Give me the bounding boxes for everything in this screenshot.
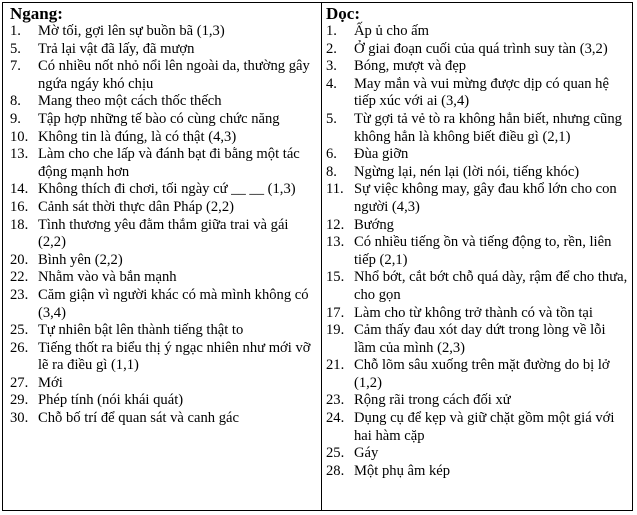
ngang-column [10,4,316,428]
doc-clue [326,217,630,235]
clue-text: Mờ tối, gợi lên sự buồn bã (1,3) [38,23,225,39]
doc-clue [326,392,630,410]
clue-number: 8. [10,93,21,110]
clue-text: Mang theo một cách thốc thếch [38,93,222,110]
ngang-clue-list [10,23,316,428]
clue-text: Mới [38,374,63,391]
doc-clue [326,164,630,182]
clue-number: 27. [10,374,29,391]
clue-number: 13. [326,234,345,251]
clue-number: 23. [326,392,345,409]
clue-text: Bướng [354,216,394,233]
ngang-clue [10,375,316,393]
clue-number: 20. [10,251,29,268]
clue-number: 29. [10,392,29,409]
doc-clue [326,41,630,59]
ngang-clue [10,269,316,287]
clue-text: Ở giai đoạn cuối của quá trình suy tàn (3,2) [354,40,608,57]
clue-text: Rộng rãi trong cách đối xử [354,392,511,409]
ngang-clue [10,181,316,199]
clue-text: Không thích đi chơi, tối ngày cứ __ __ (1,3) [38,181,296,198]
doc-clue [326,58,630,76]
clue-text: Có nhiều tiếng ồn và tiếng động to, rền, liên tiếp (2,1) [354,234,612,268]
clue-number: 30. [10,410,29,427]
clue-text: Trả lại vật đã lấy, đã mượn [38,40,195,57]
doc-clue [326,269,630,304]
clue-number: 25. [10,322,29,339]
clue-number: 10. [10,128,29,145]
clue-text: Bóng, mượt và đẹp [354,58,467,75]
ngang-clue [10,129,316,147]
clue-text: Cảnh sát thời thực dân Pháp (2,2) [38,198,234,215]
clue-number: 19. [326,322,345,339]
clue-number: 6. [326,146,337,163]
clue-text: Dụng cụ để kẹp và giữ chặt gồm một giá với hai hàm cặp [354,410,615,444]
ngang-clue [10,199,316,217]
clue-number: 2. [326,40,337,57]
clue-text: Không tin là đúng, là có thật (4,3) [38,128,237,145]
clue-number: 28. [326,462,345,479]
doc-clue [326,322,630,357]
ngang-clue [10,146,316,181]
clue-number: 1. [326,23,337,39]
ngang-clue [10,322,316,340]
doc-column [326,4,630,480]
clue-number: 1. [10,23,21,39]
clue-text: Phép tính (nói khái quát) [38,392,184,409]
clue-number: 15. [326,269,345,286]
ngang-clue [10,392,316,410]
clue-number: 24. [326,410,345,427]
ngang-clue [10,287,316,322]
doc-clue [326,357,630,392]
clue-text: Làm cho che lấp và đánh bạt đi bằng một tác động mạnh hơn [38,146,300,180]
clue-number: 8. [326,163,337,180]
clue-text: Tự nhiên bật lên thành tiếng thật to [38,322,244,339]
clue-number: 14. [10,181,29,198]
clue-number: 11. [326,181,344,198]
doc-clue [326,23,630,41]
doc-clue [326,445,630,463]
crossword-clues-table [2,2,633,511]
doc-clue [326,146,630,164]
clue-number: 12. [326,216,345,233]
clue-text: Nhằm vào và bắn mạnh [38,269,177,286]
clue-number: 25. [326,445,345,462]
clue-text: Làm cho từ không trở thành có và tồn tại [354,304,593,321]
clue-text: Từ gợi tả vẻ tò ra không hẳn biết, nhưng cũng không hẳn là không biết điều gì (2,1) [354,110,622,145]
clue-number: 16. [10,198,29,215]
clue-text: Chỗ bố trí để quan sát và canh gác [38,410,240,427]
clue-number: 5. [326,110,337,127]
clue-number: 13. [10,146,29,163]
ngang-clue [10,58,316,93]
clue-number: 5. [10,40,21,57]
doc-clue [326,181,630,216]
clue-number: 17. [326,304,345,321]
clue-number: 3. [326,58,337,75]
clue-number: 21. [326,357,345,374]
doc-clue [326,305,630,323]
clue-text: Cảm thấy đau xót day dứt trong lòng về lỗi lầm của mình (2,3) [354,322,606,356]
clue-text: Tập hợp những tế bào có cùng chức năng [38,110,280,127]
ngang-clue [10,41,316,59]
doc-clue [326,76,630,111]
clue-text: Chỗ lõm sâu xuống trên mặt đường do bị lở (1,2) [354,357,610,391]
ngang-clue [10,217,316,252]
doc-clue [326,410,630,445]
clue-number: 22. [10,269,29,286]
clue-text: Gáy [354,445,379,462]
clue-text: Căm giận vì người khác có mà mình không có (3,4) [38,286,309,321]
clue-number: 7. [10,58,21,75]
clue-text: May mắn và vui mừng được dịp có quan hệ tiếp xúc với ai (3,4) [354,75,609,110]
ngang-heading: Ngang: [10,4,63,23]
clue-text: Bình yên (2,2) [38,251,123,268]
doc-clue [326,463,630,481]
clue-number: 26. [10,339,29,356]
clue-text: Một phụ âm kép [354,462,451,479]
clue-text: Đùa giỡn [354,146,409,163]
doc-clue [326,234,630,269]
clue-text: Có nhiều nốt nhỏ nổi lên ngoài da, thường gây ngứa ngáy khó chịu [38,58,310,92]
clue-text: Sự việc không may, gây đau khổ lớn cho con người (4,3) [354,181,617,215]
ngang-clue [10,340,316,375]
clue-number: 18. [10,216,29,233]
ngang-clue [10,410,316,428]
doc-clue [326,111,630,146]
clue-number: 23. [10,286,29,303]
ngang-clue [10,111,316,129]
clue-text: Tình thương yêu đằm thắm giữa trai và gái (2,2) [38,216,289,251]
clue-number: 4. [326,75,337,92]
clue-text: Ngừng lại, nén lại (lời nói, tiếng khóc) [354,163,580,180]
column-divider [321,3,322,510]
ngang-clue [10,23,316,41]
clue-text: Nhổ bớt, cắt bớt chỗ quá dày, rậm để cho thưa, cho gọn [354,269,628,303]
doc-clue-list [326,23,630,480]
ngang-clue [10,93,316,111]
doc-heading: Dọc: [326,4,360,23]
clue-text: Tiếng thốt ra biểu thị ý ngạc nhiên như mới vỡ lẽ ra điều gì (1,1) [38,339,311,374]
clue-number: 9. [10,110,21,127]
ngang-clue [10,252,316,270]
clue-text: Ấp ủ cho ấm [354,23,429,39]
